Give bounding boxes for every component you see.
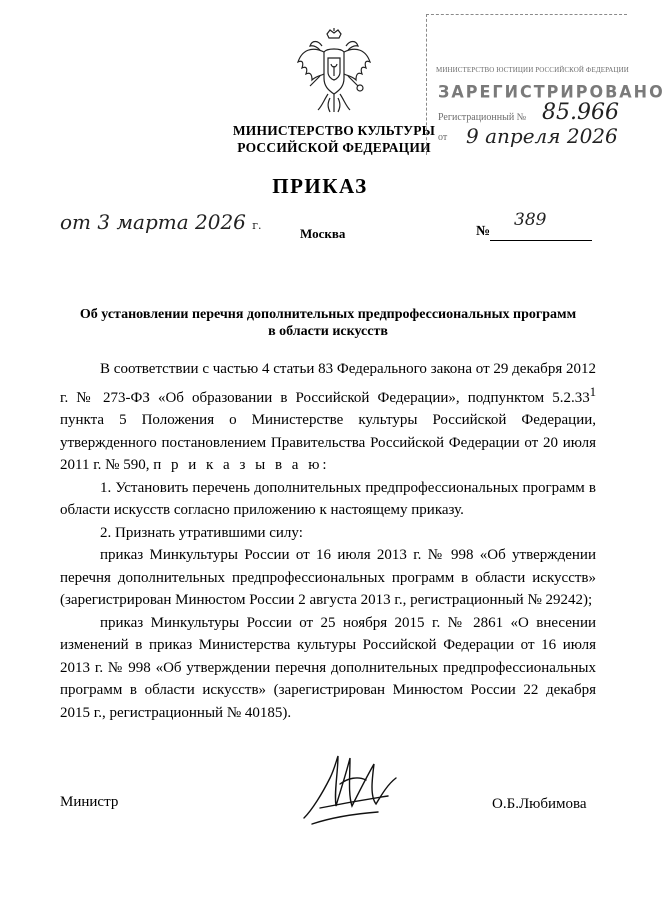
item-2: 2. Признать утратившими силу: [100,524,303,541]
document-title: ПРИКАЗ [272,174,368,198]
stamp-status: ЗАРЕГИСТРИРОВАНО [438,81,665,102]
coat-of-arms-emblem [294,28,374,114]
ministry-name-line2: РОССИЙСКОЙ ФЕДЕРАЦИИ [237,140,431,155]
order-body [60,358,596,724]
order-subject-line1: Об установлении перечня дополнительных предпрофессиональных программ [79,307,577,322]
order-date [60,210,262,234]
preamble-superscript: 1 [589,384,596,399]
item-1: 1. Установить перечень дополнительных предпрофессиональных программ в области искусств согласно приложению к настоящему приказу. [60,479,596,518]
ministry-name-line1: МИНИСТЕРСТВО КУЛЬТУРЫ [232,123,436,138]
signatory-name: О.Б.Любимова [492,796,587,812]
stamp-reg-number: 85.966 [542,100,619,125]
stamp-ministry-text: МИНИСТЕРСТВО ЮСТИЦИИ РОССИЙСКОЙ ФЕДЕРАЦИИ [436,66,629,74]
stamp-reg-label: Регистрационный № [438,112,527,123]
order-number-value: 389 [514,210,547,230]
order-verb: п р и к а з ы в а ю: [153,457,330,473]
order-subject-line2: в области искусств [268,324,388,339]
order-date-suffix: г. [252,219,262,232]
order-number-line [490,240,592,241]
preamble-paragraph [60,358,596,477]
ministry-header [230,122,438,156]
preamble-text: В соответствии с частью 4 статьи 83 Федерального закона от 29 декабря 2012 г. № 273-ФЗ «Об образовании в Российской Федерации», подпунктом 5.2.33 [60,361,596,406]
handwritten-signature [300,748,404,830]
order-date-value: 3 марта 2026 [97,210,246,234]
signatory-position: Министр [60,794,119,810]
stamp-date-prefix: от [438,132,448,143]
item-2a: приказ Минкультуры России от 16 июля 2013 г. № 998 «Об утверждении перечня дополнительных предпрофессиональных программ в области искусств» (зарегистрирован Минюстом России 2 августа 2013 г., регистрационный № 29242); [60,547,596,608]
preamble-text-cont: пункта 5 Положения о Министерстве культуры Российской Федерации, утвержденного постановлением Правительства Российской Федерации от 20 июля 2011 г. № 590, [60,412,596,473]
stamp-date-value: 9 апреля 2026 [466,124,618,148]
order-number-label: № [476,224,491,239]
order-subject [60,306,596,340]
item-2b: приказ Минкультуры России от 25 ноября 2015 г. № 2861 «О внесении изменений в приказ Министерства культуры Российской Федерации от 16 июля 2013 г. № 998 «Об утверждении перечня дополнительных предпрофессиональных программ в области искусств» (зарегистрирован Минюстом России 22 декабря 2015 г., регистрационный № 40185). [60,614,596,721]
order-date-prefix: от [60,210,92,234]
order-city: Москва [300,226,346,241]
